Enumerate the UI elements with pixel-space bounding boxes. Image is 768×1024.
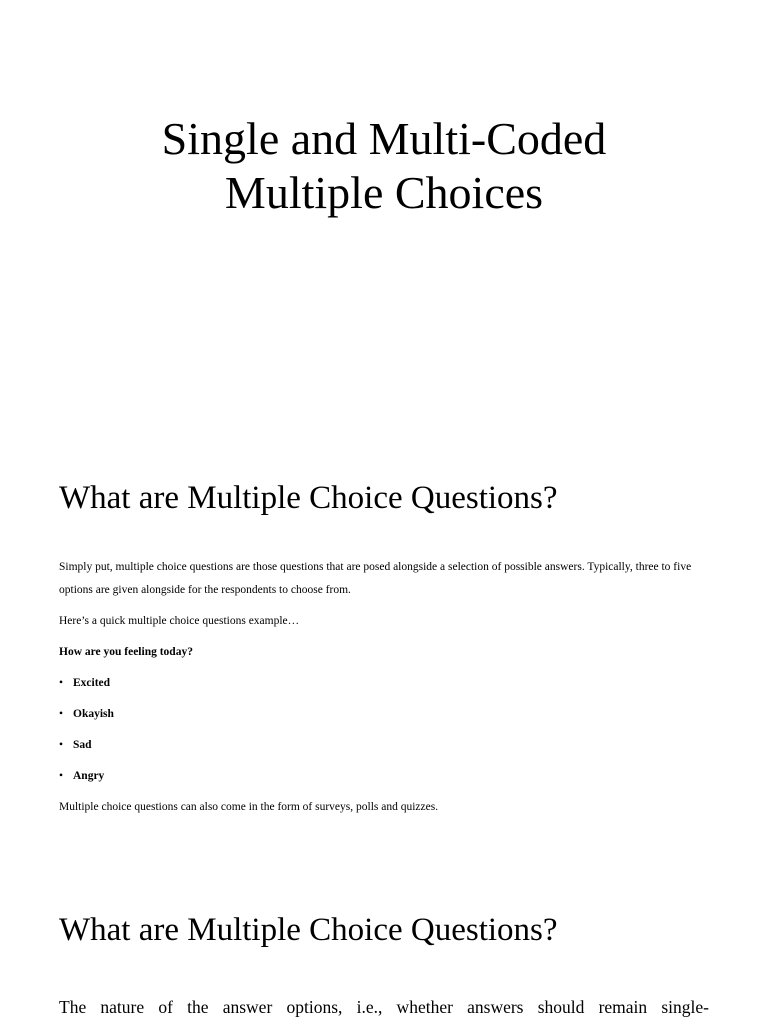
title-line-1: Single and Multi-Coded bbox=[161, 113, 607, 164]
bullet-icon: • bbox=[59, 770, 64, 782]
option-label: Excited bbox=[73, 677, 111, 689]
section-heading: What are Multiple Choice Questions? bbox=[59, 912, 558, 948]
body-paragraph: The nature of the answer options, i.e., whether answers should remain single- bbox=[59, 997, 709, 1017]
option-label: Sad bbox=[73, 739, 92, 751]
example-lead-text: Here’s a quick multiple choice questions example… bbox=[59, 615, 300, 627]
intro-paragraph: Simply put, multiple choice questions are those questions that are posed alongside a selection of possible answers. Typically, three to five options are given alongside for the respondents to choose from. bbox=[59, 561, 692, 596]
list-item bbox=[59, 703, 114, 734]
example-question: How are you feeling today? bbox=[59, 646, 193, 658]
closing-paragraph: Multiple choice questions can also come in the form of surveys, polls and quizzes. bbox=[59, 801, 439, 813]
list-item bbox=[59, 734, 114, 765]
list-item bbox=[59, 672, 114, 703]
answer-options-list bbox=[59, 672, 114, 796]
content-slide-1 bbox=[0, 420, 768, 860]
title-line-2: Multiple Choices bbox=[224, 167, 544, 218]
list-item bbox=[59, 765, 114, 796]
bullet-icon: • bbox=[59, 739, 64, 751]
page-title bbox=[0, 112, 768, 220]
title-slide bbox=[0, 0, 768, 420]
bullet-icon: • bbox=[59, 708, 64, 720]
bullet-icon: • bbox=[59, 677, 64, 689]
content-slide-2 bbox=[0, 860, 768, 1024]
option-label: Angry bbox=[73, 770, 105, 782]
section-heading: What are Multiple Choice Questions? bbox=[59, 480, 558, 516]
option-label: Okayish bbox=[73, 708, 114, 720]
